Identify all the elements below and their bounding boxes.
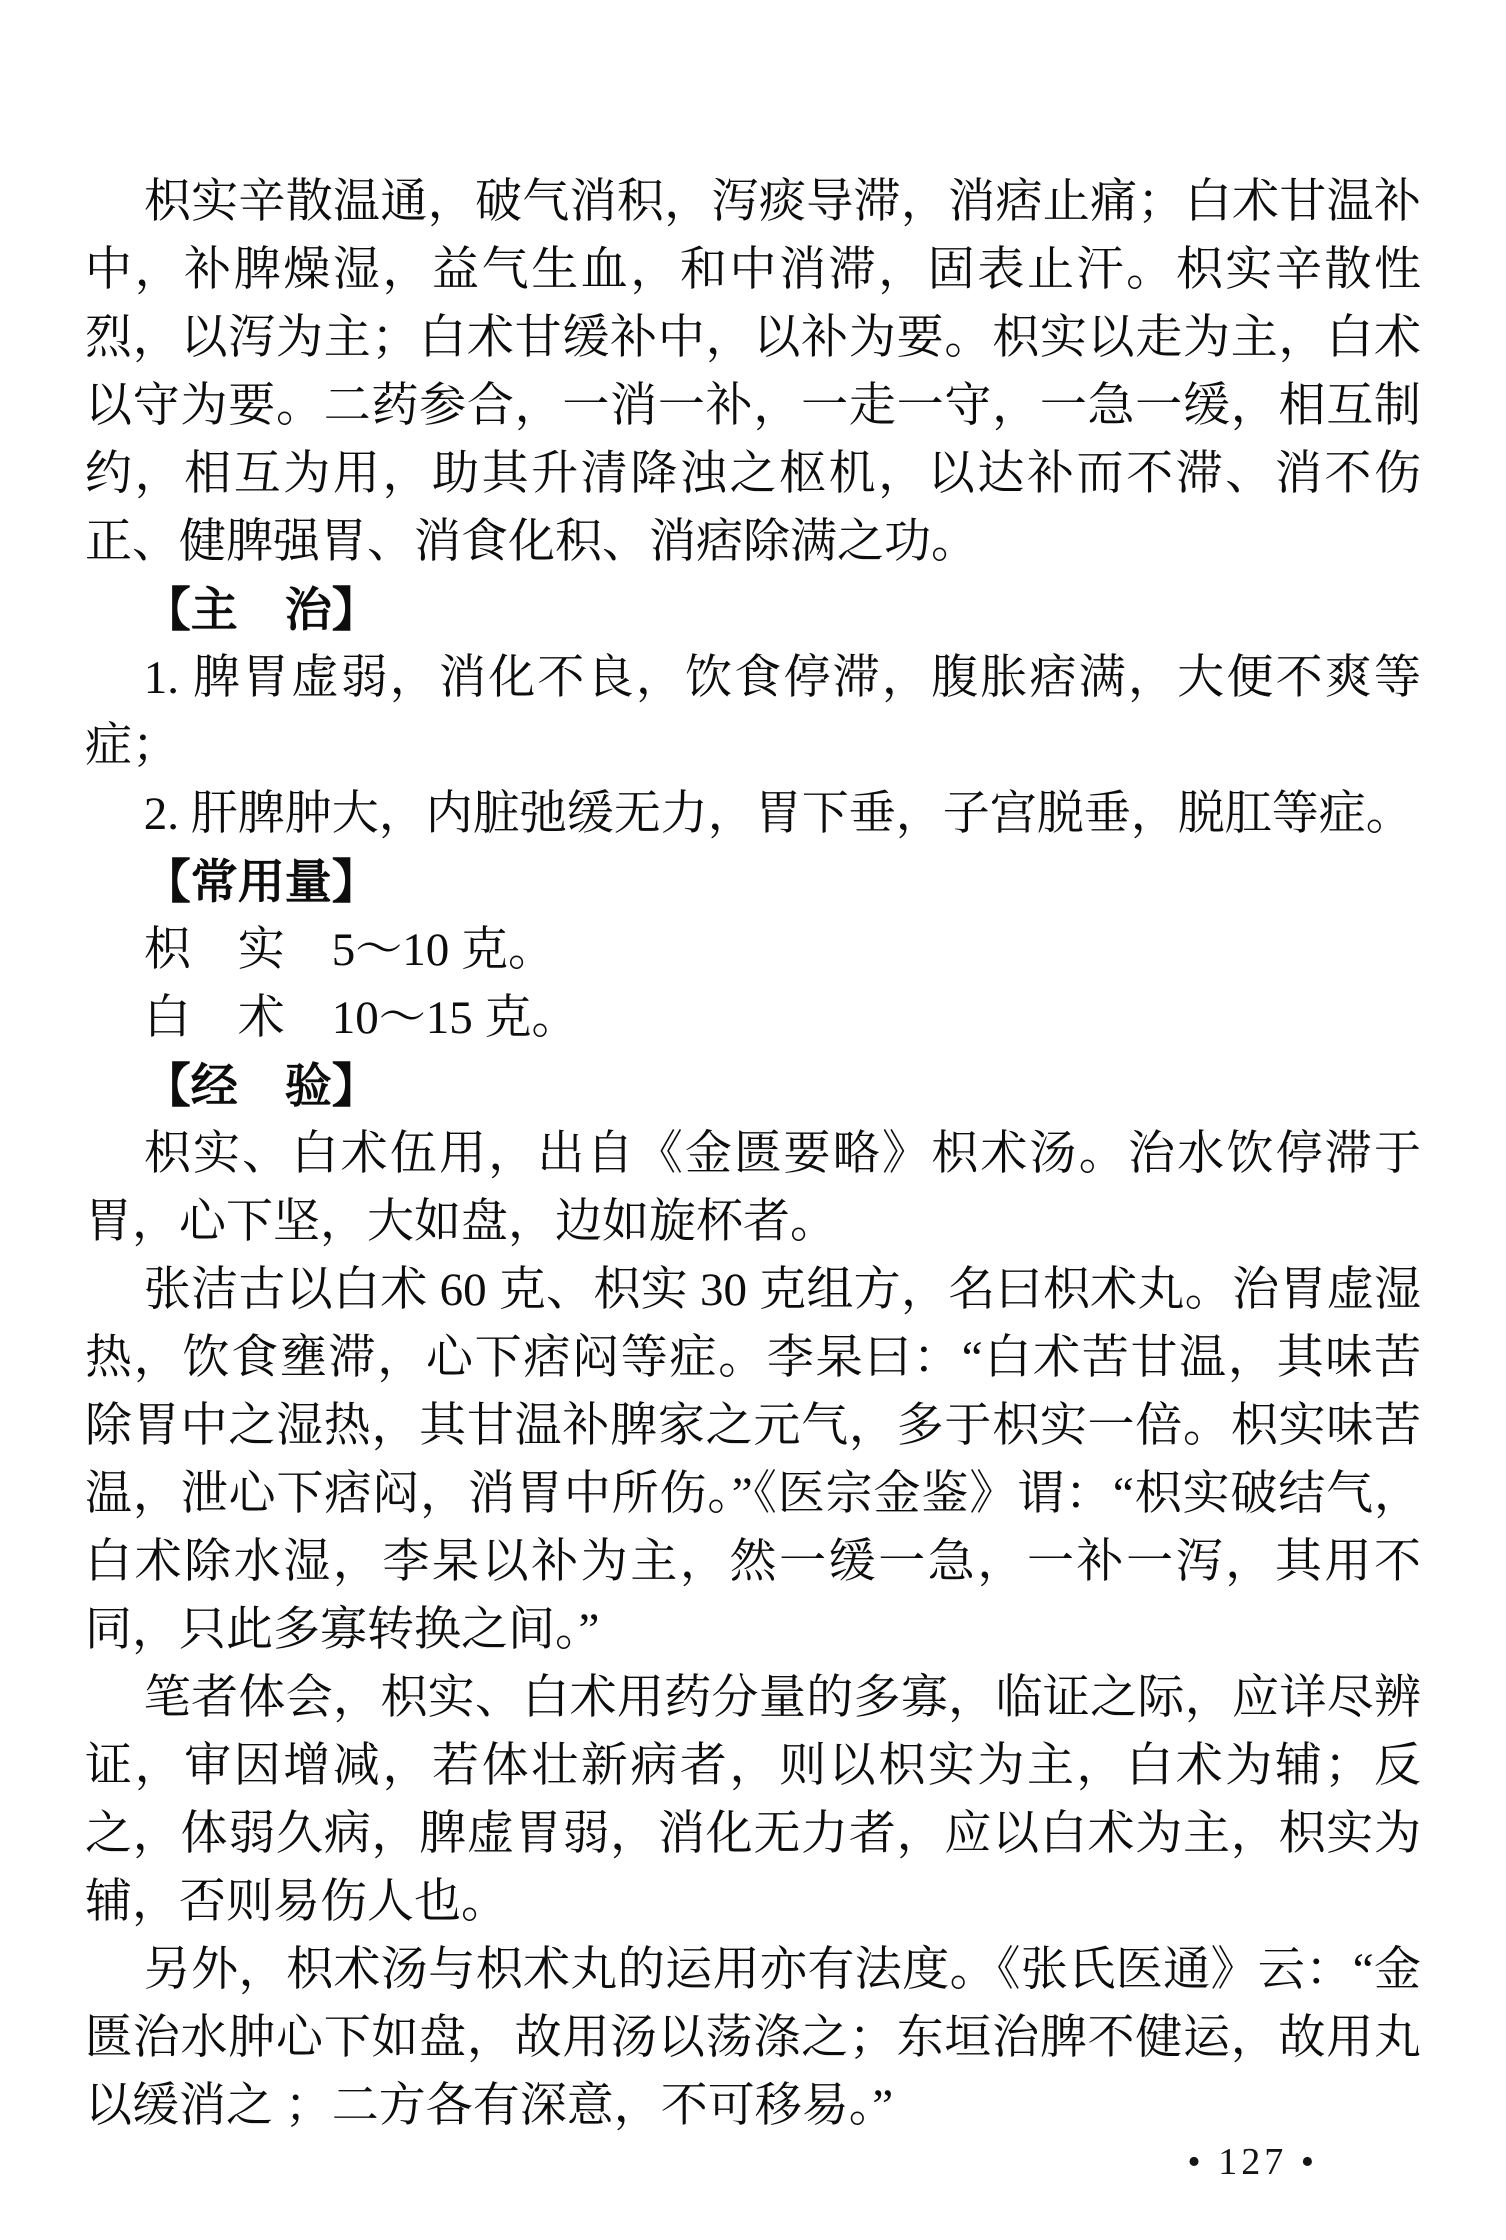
- section-heading: 【经 验】: [143, 1059, 379, 1112]
- paragraph: 枳实辛散温通，破气消积，泻痰导滞，消痞止痛；白术甘温补中，补脾燥湿，益气生血，和中消滞，固表止汗。枳实辛散性烈，以泻为主；白术甘缓补中，以补为要。枳实以走为主，白术以守为要。二药参合，一消一补，一走一守，一急一缓，相互制约，相互为用，助其升清降浊之枢机，以达补而不滞、消不伤正、健脾强胃、消食化积、消痞除满之功。: [85, 176, 1421, 568]
- paragraph: 枳实、白术伍用，出自《金匮要略》枳术汤。治水饮停滞于胃，心下坚，大如盘，边如旋杯者。: [85, 1128, 1421, 1248]
- dosage-line: 枳 实 5～10 克。: [143, 924, 555, 976]
- paragraph: 笔者体会，枳实、白术用药分量的多寡，临证之际，应详尽辨证，审因增减，若体壮新病者，则以枳实为主，白术为辅；反之，体弱久病，脾虚胃弱，消化无力者，应以白术为主，枳实为辅，否则易伤人也。: [85, 1672, 1421, 1928]
- page-text: [85, 168, 1421, 2140]
- section-heading: 【常用量】: [143, 855, 379, 908]
- paragraph: 1. 脾胃虚弱，消化不良，饮食停滞，腹胀痞满，大便不爽等症；: [85, 652, 1421, 772]
- paragraph: 另外，枳术汤与枳术丸的运用亦有法度。《张氏医通》云：“金匮治水肿心下如盘，故用汤以荡涤之；东垣治脾不健运，故用丸以缓消之 ；二方各有深意，不可移易。”: [85, 1944, 1421, 2132]
- paragraph: 2. 肝脾肿大，内脏弛缓无力，胃下垂，子宫脱垂，脱肛等症。: [143, 788, 1413, 840]
- page-number: • 127 •: [1187, 2141, 1318, 2183]
- section-heading: 【主 治】: [143, 583, 379, 636]
- dosage-line: 白 术 10～15 克。: [143, 992, 579, 1044]
- paragraph: 张洁古以白术 60 克、枳实 30 克组方，名曰枳术丸。治胃虚湿热，饮食壅滞，心下痞闷等症。李杲曰：“白术苦甘温，其味苦除胃中之湿热，其甘温补脾家之元气，多于枳实一倍。枳实味苦温，泄心下痞闷，消胃中所伤。”《医宗金鉴》谓：“枳实破结气，白术除水湿，李杲以补为主，然一缓一急，一补一泻，其用不同，只此多寡转换之间。”: [85, 1264, 1421, 1656]
